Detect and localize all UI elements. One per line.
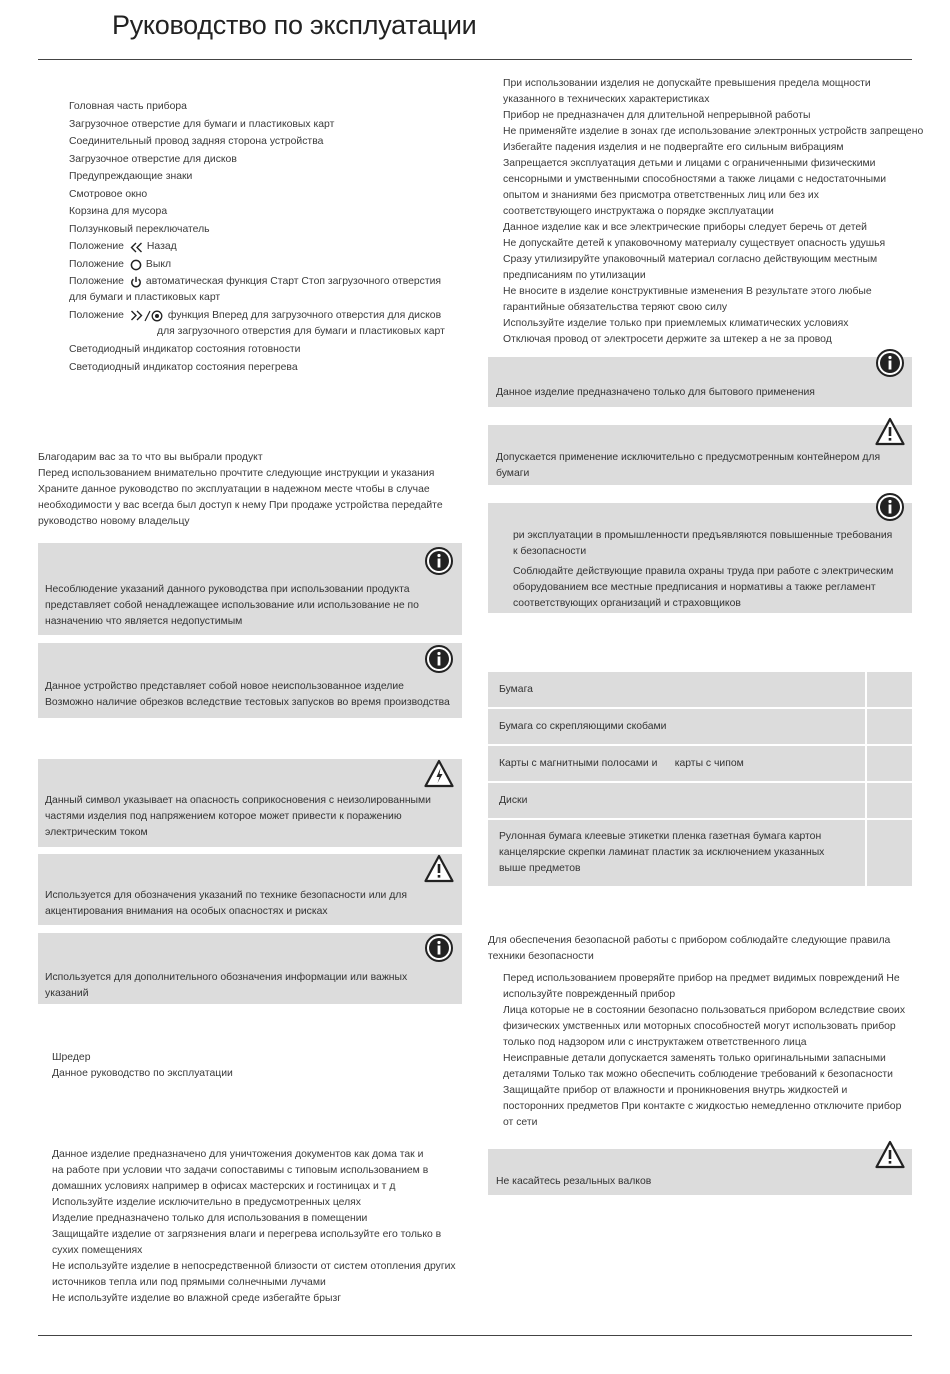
list-item: Сразу утилизируйте упаковочный материал согласно действующим местным: [503, 254, 878, 265]
list-item: сенсорными и умственными способностями а также лицами с недостаточными: [503, 174, 887, 185]
list-item: Данное руководство по эксплуатации: [52, 1068, 233, 1079]
materials-table: [488, 672, 912, 888]
warning-box: [38, 854, 462, 925]
list-item: Не используйте изделие в непосредственной близости от систем отопления других: [52, 1261, 456, 1272]
list-item: Загрузочное отверстие для бумаги и пластиковых карт: [69, 118, 335, 130]
list-item: Защищайте изделие от загрязнения влаги и перегрева используйте его только в: [52, 1229, 442, 1240]
table-cell-mark: [865, 783, 912, 818]
list-item: физических умственных или моторных способностей могут использовать прибор: [503, 1021, 896, 1032]
list-item: деталями Только так можно обеспечить соблюдение требований к безопасности: [503, 1069, 893, 1080]
position-off: [69, 257, 445, 275]
table-row: [488, 820, 912, 886]
intro-line: Благодарим вас за то что вы выбрали продукт: [38, 452, 263, 463]
notice-line: Данное устройство представляет собой новое неиспользованное изделие: [45, 681, 404, 692]
list-item: Головная часть прибора: [69, 101, 187, 112]
position-label: Положение: [69, 258, 124, 270]
list-item: Используйте изделие исключительно в предусмотренных целях: [52, 1197, 361, 1208]
usage-rules: [503, 76, 923, 348]
list-item: сухих помещениях: [52, 1245, 143, 1256]
list-item: Изделие предназначено только для использования в помещении: [52, 1213, 368, 1224]
notice-line: Используется для дополнительного обозначения информации или важных: [45, 972, 408, 983]
warning-box: [488, 425, 912, 485]
list-item: Загрузочное отверстие для дисков: [69, 153, 237, 165]
intended-use: [52, 1147, 456, 1307]
high-voltage-icon: [424, 759, 454, 789]
list-item: Используйте изделие только при приемлемых климатических условиях: [503, 318, 849, 329]
list-item: соответствующего инструктажа о порядке эксплуатации: [503, 206, 774, 217]
notice-line: Используется для обозначения указаний по технике безопасности или для: [45, 890, 408, 901]
position-label: Положение: [69, 276, 124, 287]
warning-icon: [875, 417, 905, 447]
position-auto: [69, 274, 445, 290]
position-back-text: Назад: [146, 241, 177, 252]
warning-box: [38, 759, 462, 847]
position-label: Положение: [69, 310, 124, 321]
notice-line: назначению что является недопустимым: [45, 616, 243, 627]
table-row: [488, 709, 912, 744]
list-item: опытом и знаниями без присмотра ответственных лиц или без их: [503, 190, 819, 201]
notice-line: Возможно наличие обрезков вследствие тестовых запусков во время производства: [45, 697, 450, 708]
list-item: Ползунковый переключатель: [69, 223, 210, 235]
list-item: Светодиодный индикатор состояния перегрева: [69, 361, 298, 373]
info-icon: [424, 933, 454, 963]
circle-off-icon: [130, 259, 142, 271]
list-item: Шредер: [52, 1052, 91, 1063]
table-cell-mark: [865, 746, 912, 781]
list-item: Соединительный провод задняя сторона устройства: [69, 136, 324, 147]
list-item: домашних условиях например в офисах мастерских и гостиницах и т д: [52, 1181, 396, 1192]
position-forward-continued: для загрузочного отверстия для бумаги и пластиковых карт: [157, 326, 445, 337]
info-icon: [875, 492, 905, 522]
list-item: Лица которые не в состоянии безопасно пользоваться прибором вследствие своих: [503, 1005, 906, 1016]
notice-box: [38, 543, 462, 635]
list-item: При использовании изделия не допускайте превышения предела мощности: [503, 78, 871, 89]
package-contents: [52, 1050, 233, 1082]
list-item: Неисправные детали допускается заменять только оригинальными запасными: [503, 1053, 886, 1064]
notice-line: частями изделия под напряжением которое может привести к поражению: [45, 811, 402, 822]
info-icon: [424, 644, 454, 674]
list-item: Запрещается эксплуатация детьми и лицами с ограниченными физическими: [503, 158, 876, 169]
list-item: Корзина для мусора: [69, 206, 168, 217]
list-item: Перед использованием проверяйте прибор на предмет видимых повреждений Не: [503, 973, 900, 984]
intro-line: техники безопасности: [488, 951, 594, 962]
position-back: [69, 239, 445, 257]
warning-icon: [424, 854, 454, 884]
intro-line: необходимости у вас всегда был доступ к нему При продаже устройства передайте: [38, 500, 443, 511]
table-cell-label: Бумага: [499, 684, 533, 695]
table-cell-label: Карты с магнитными полосами и карты с чипом: [499, 758, 744, 769]
table-row: [488, 783, 912, 818]
list-item: на работе при условии что задачи сопоставимы с типовым использованием в: [52, 1165, 429, 1176]
parts-list: [69, 99, 445, 377]
notice-box: [488, 357, 912, 407]
table-cell-label: [499, 829, 824, 877]
list-item: Светодиодный индикатор состояния готовности: [69, 344, 301, 355]
list-item: от сети: [503, 1117, 538, 1128]
list-item: Не используйте изделие во влажной среде избегайте брызг: [52, 1293, 342, 1304]
notice-line: Не касайтесь резальных валков: [496, 1176, 652, 1187]
list-item: только под надзором или с инструктажем ответственного лица: [503, 1037, 807, 1048]
table-cell-line: Рулонная бумага клеевые этикетки пленка газетная бумага картон: [499, 831, 822, 842]
notice-line: Данное изделие предназначено только для бытового применения: [496, 387, 815, 398]
power-icon: [130, 276, 142, 288]
page-title: Руководство по эксплуатации: [112, 10, 477, 40]
list-item: Защищайте прибор от влажности и проникновения внутрь жидкостей и: [503, 1085, 848, 1096]
list-item: используйте поврежденный прибор: [503, 989, 676, 1000]
info-icon: [424, 546, 454, 576]
table-cell-label: Диски: [499, 795, 528, 806]
notice-line: к безопасности: [513, 546, 587, 557]
warning-icon: [875, 1140, 905, 1170]
position-forward-text: функция Вперед для загрузочного отверстия для дисков: [167, 310, 442, 321]
intro-line: руководство новому владельцу: [38, 516, 190, 527]
table-row: [488, 746, 912, 781]
notice-line: акцентирования внимания на особых опасностях и рисках: [45, 906, 328, 917]
notice-line: электрическим током: [45, 827, 148, 838]
notice-line: бумаги: [496, 468, 530, 479]
list-item: Смотровое окно: [69, 188, 148, 200]
warning-box: [488, 1149, 912, 1195]
notice-line: Соблюдайте действующие правила охраны труда при работе с электрическим: [513, 566, 894, 577]
list-item: Избегайте падения изделия и не подвергайте его сильным вибрациям: [503, 142, 844, 153]
notice-line: ри эксплуатации в промышленности предъявляются повышенные требования: [513, 530, 893, 541]
notice-box: [38, 643, 462, 718]
notice-line: оборудованием все местные предписания и нормативы а также регламент: [513, 582, 876, 593]
table-cell-line: выше предметов: [499, 863, 581, 874]
notice-line: Несоблюдение указаний данного руководства при использовании продукта: [45, 584, 410, 595]
table-cell-mark: [865, 672, 912, 707]
double-chevron-left-icon: [130, 242, 143, 253]
position-auto-continued: для бумаги и пластиковых карт: [69, 292, 221, 303]
notice-box: [38, 933, 462, 1004]
notice-line: Данный символ указывает на опасность соприкосновения с неизолированными: [45, 795, 431, 806]
notice-line: Допускается применение исключительно с предусмотренным контейнером для: [496, 452, 881, 463]
table-cell-mark: [865, 820, 912, 886]
list-item: Данное изделие как и все электрические приборы следует беречь от детей: [503, 222, 867, 233]
list-item: Не применяйте изделие в зонах где использование электронных устройств запрещено: [503, 126, 924, 137]
intro-line: Для обеспечения безопасной работы с прибором соблюдайте следующие правила: [488, 935, 891, 946]
safety-list: [503, 971, 905, 1131]
intro-line: Перед использованием внимательно прочтите следующие инструкции и указания: [38, 468, 435, 479]
list-item: посторонних предметов При контакте с жидкостью немедленно отключите прибор: [503, 1101, 902, 1112]
list-item: гарантийные обязательства теряют свою силу: [503, 302, 728, 313]
list-item: предписаниям по утилизации: [503, 270, 646, 281]
list-item: Отключая провод от электросети держите за штекер а не за провод: [503, 334, 832, 345]
position-label: Положение: [69, 241, 124, 252]
list-item: указанного в технических характеристиках: [503, 94, 710, 105]
position-auto-text: автоматическая функция Старт Стоп загрузочного отверстия: [145, 276, 442, 287]
info-icon: [875, 348, 905, 378]
list-item: Предупреждающие знаки: [69, 171, 193, 182]
list-item: Не вносите в изделие конструктивные изменения В результате этого любые: [503, 286, 872, 297]
intro-paragraph: [38, 450, 443, 530]
list-item: Данное изделие предназначено для уничтожения документов как дома так и: [52, 1149, 424, 1160]
notice-line: соответствующих организаций и страховщиков: [513, 598, 741, 609]
notice-box: [488, 503, 912, 613]
top-divider: [38, 59, 912, 60]
list-item: источников тепла или под прямыми солнечными лучами: [52, 1277, 326, 1288]
list-item: Прибор не предназначен для длительной непрерывной работы: [503, 110, 811, 121]
bottom-divider: [38, 1335, 912, 1336]
intro-line: Храните данное руководство по эксплуатации в надежном месте чтобы в случае: [38, 484, 430, 495]
table-cell-line: канцелярские скрепки ламинат пластик за исключением указанных: [499, 847, 825, 858]
table-cell-label: Бумага со скрепляющими скобами: [499, 721, 667, 732]
position-off-text: Выкл: [145, 258, 172, 270]
notice-line: представляет собой ненадлежащее использование или использование не по: [45, 600, 419, 611]
table-row: [488, 672, 912, 707]
forward-disc-icon: [130, 310, 164, 322]
table-cell-mark: [865, 709, 912, 744]
position-forward: [69, 308, 445, 324]
notice-line: указаний: [45, 988, 89, 999]
safety-intro: [488, 933, 890, 965]
list-item: Не допускайте детей к упаковочному материалу существует опасность удушья: [503, 238, 886, 249]
